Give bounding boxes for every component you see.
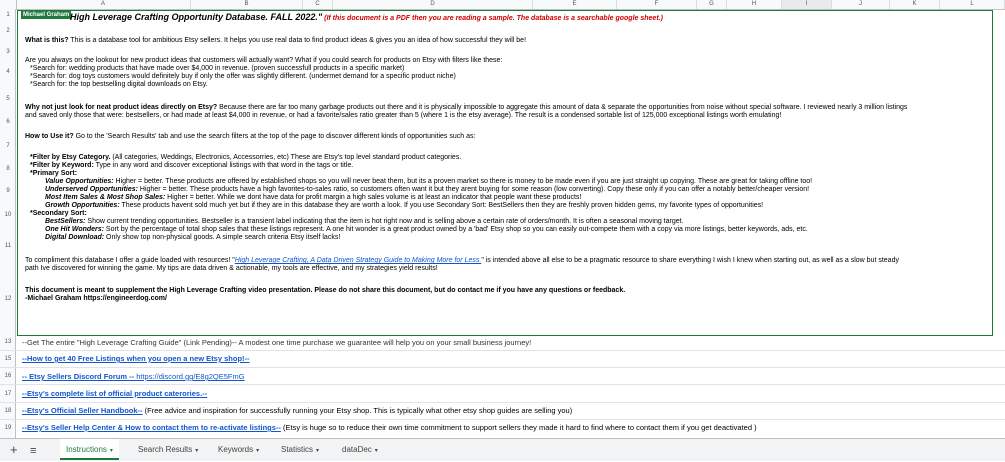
- lookout-line-1: Are you always on the lookout for new product ideas that customers will actually want? What if you could search for products on Etsy with filters like these:: [25, 57, 503, 64]
- row-number[interactable]: 18: [4, 408, 12, 414]
- filter-category-text: (All categories, Weddings, Electronics, Accessorries, etc) These are Etsy's top level standard product categories.: [110, 154, 462, 161]
- what-is-text: This is a database tool for ambitious Etsy sellers. It helps you use real data to find product ideas & gives you an idea of how successful they will be!: [68, 37, 527, 44]
- tab-label: Search Results: [138, 445, 193, 454]
- primary-sort-label: [30, 170, 77, 178]
- secondary-sort-title: *Secondary Sort:: [30, 210, 87, 217]
- signature-line: -Michael Graham https://engineerdog.com/: [25, 295, 167, 302]
- lookout-line-4: *Search for: the top bestselling digital downloads on Etsy.: [30, 81, 208, 88]
- growth-line: [45, 202, 763, 210]
- grid-line: [0, 384, 1005, 385]
- chevron-down-icon[interactable]: ▾: [109, 448, 113, 454]
- secondary-sort-label: [30, 210, 87, 218]
- categories-link[interactable]: --Etsy's complete list of official product caterories.--: [22, 389, 208, 398]
- help-center-row: [22, 423, 757, 432]
- grid-line: [0, 402, 1005, 403]
- column-header-k[interactable]: K: [890, 0, 940, 9]
- guide-purchase-text: --Get The entire "High Leverage Crafting Guide" (Link Pending)-- A modest one time purchase we guarantee will help you on your small business journey!: [22, 338, 532, 347]
- value-opportunities-label: Value Opportunities:: [45, 178, 114, 185]
- lookout-line-3: *Search for: dog toys customers would definitely buy if only the offer was slightly different. (undermet demand for a specific product niche): [30, 73, 456, 80]
- why-not-row: [25, 104, 907, 112]
- most-sales-label: Most Item Sales & Most Shop Sales:: [45, 194, 166, 201]
- digital-text: Only show top non-physical goods. A simple search criteria Etsy itself lacks!: [104, 234, 341, 241]
- growth-text: These products havent sold much yet but if they are in this database they are worth a look. If you use Secondary Sort: BestSellers then they are freshly proven hidden gems, my favorite types of opportunities!: [119, 202, 764, 209]
- row-number[interactable]: 2: [6, 28, 10, 34]
- row-number[interactable]: 11: [4, 243, 12, 249]
- sheet-tab-bar: [0, 438, 1005, 461]
- column-header-c[interactable]: C: [303, 0, 333, 9]
- handbook-link[interactable]: --Etsy's Official Seller Handbook--: [22, 406, 143, 415]
- filter-keyword-line: [30, 162, 353, 170]
- tab-keywords[interactable]: [212, 439, 265, 460]
- one-hit-line: [45, 226, 808, 234]
- collaborator-badge: Michael Graham: [23, 12, 70, 18]
- add-sheet-icon[interactable]: +: [10, 442, 18, 457]
- handbook-text: (Free advice and inspiration for successfully running your Etsy shop. This is typically what other etsy shop guides are selling you): [142, 406, 573, 415]
- bestsellers-text: Show current trending opportunities. Bestseller is a transient label indicating that the item is hot right now and is selling above a certain rate of orders/month. It is often a seasonal moving target.: [85, 218, 684, 225]
- title-note: (If this document is a PDF then you are reading a sample. The database is a searchable google sheet.): [324, 15, 663, 22]
- select-all-corner[interactable]: [0, 0, 17, 9]
- tab-label: dataDec: [342, 445, 372, 454]
- row-number[interactable]: 9: [6, 188, 10, 194]
- chevron-down-icon[interactable]: ▾: [195, 448, 199, 454]
- row-number[interactable]: 12: [4, 296, 12, 302]
- column-header-f[interactable]: F: [617, 0, 697, 9]
- discord-url-link[interactable]: https://discord.gg/E8g2QE5FmG: [136, 372, 245, 381]
- row-number[interactable]: 4: [6, 69, 10, 75]
- chevron-down-icon[interactable]: ▾: [374, 448, 378, 454]
- filter-keyword-label: *Filter by Keyword:: [30, 162, 94, 169]
- one-hit-text: Sort by the percentage of total shop sales that these listings represent. A one hit wonder is a great product owned by a 'bad' Etsy shop so you can easily out-compete them with a copy via more listings, better keywords, ads, etc.: [103, 226, 808, 233]
- tab-datadec[interactable]: [336, 439, 384, 460]
- column-header-d[interactable]: D: [333, 0, 533, 9]
- how-to-text: Go to the 'Search Results' tab and use the search filters at the top of the page to discover different kinds of opportunities such as:: [73, 133, 476, 140]
- why-not-label: Why not just look for neat product ideas directly on Etsy?: [25, 104, 218, 111]
- row-number[interactable]: 15: [4, 356, 12, 362]
- primary-sort-title: *Primary Sort:: [30, 170, 78, 177]
- row-number[interactable]: 3: [6, 49, 10, 55]
- tab-search-results[interactable]: [132, 439, 204, 460]
- filter-category-line: [30, 154, 461, 162]
- discord-row: [22, 372, 245, 381]
- column-header-g[interactable]: G: [697, 0, 727, 9]
- lookout-line-2: *Search for: wedding products that have made over $4,000 in revenue. (proven successfull products in a specific market): [30, 65, 405, 72]
- compliment-line-2: path Ive discovered for winning the game. My tips are data driven & actionable, my tools are effective, and my strategies yield results!: [25, 265, 438, 272]
- one-hit-label: One Hit Wonders:: [45, 226, 104, 233]
- grid-line: [0, 419, 1005, 420]
- tab-label: Instructions: [66, 445, 107, 454]
- column-header-bar: [0, 0, 1005, 10]
- column-header-a[interactable]: A: [16, 0, 191, 9]
- column-header-h[interactable]: H: [727, 0, 782, 9]
- title-row: [70, 13, 663, 23]
- column-header-i[interactable]: I: [782, 0, 832, 9]
- column-header-l[interactable]: L: [940, 0, 1005, 9]
- growth-label: Growth Opportunities:: [45, 202, 120, 209]
- row-number[interactable]: 7: [6, 143, 10, 149]
- compliment-line-1: [25, 257, 899, 265]
- why-not-line-2: and saved only those that were: bestsellers, or had made at least $4,000 in revenue, or had a favorite/sales ratio greater than 5 (where 1 is the etsy average). The result is a condensed sortable list of 125,000 exceptional listings worth emulating!: [25, 112, 782, 119]
- column-header-j[interactable]: J: [832, 0, 890, 9]
- row-number[interactable]: 5: [6, 96, 10, 102]
- row-number[interactable]: 8: [6, 166, 10, 172]
- column-header-b[interactable]: B: [191, 0, 303, 9]
- row-number[interactable]: 10: [4, 212, 12, 218]
- tab-label: Statistics: [281, 445, 314, 454]
- tab-statistics[interactable]: [275, 439, 325, 460]
- how-to-row: [25, 133, 475, 141]
- all-sheets-menu-icon[interactable]: ≡: [30, 445, 37, 457]
- grid-line: [0, 350, 1005, 351]
- underserved-text: Higher = better. These products have a high favorites-to-sales ratio, so customers often want it but they arent buying for some reason (low converting). Copy these only if you can offer a notably better/cheaper version!: [137, 186, 810, 193]
- most-sales-text: Higher = better. While we dont have data for profit margin a high sales volume is at least an indicator that people want these products!: [165, 194, 582, 201]
- filter-category-label: *Filter by Etsy Category.: [30, 154, 111, 161]
- filter-keyword-text: Type in any word and discover exceptional listings with that word in the tags or title.: [93, 162, 354, 169]
- digital-line: [45, 234, 340, 242]
- underserved-label: Underserved Opportunities:: [45, 186, 138, 193]
- row-number[interactable]: 13: [4, 339, 12, 345]
- row-number[interactable]: 6: [6, 119, 10, 125]
- compliment-text-b: " is intended above all else to be a pragmatic resource to share everything I wish I knew when starting out, as well as a slow but steady: [481, 257, 899, 264]
- handbook-row: [22, 406, 572, 415]
- bestsellers-line: [45, 218, 684, 226]
- bestsellers-label: BestSellers:: [45, 218, 86, 225]
- grid-line: [0, 367, 1005, 368]
- value-opportunities-text: Higher = better. These products are offered by established shops so you will never beat them, but its a proven market so there is money to be made even if you are just straight up copying. These are great for taking offline too!: [113, 178, 813, 185]
- row-number[interactable]: 16: [4, 373, 12, 379]
- discord-label-link[interactable]: -- Etsy Sellers Discord Forum --: [22, 372, 137, 381]
- digital-label: Digital Download:: [45, 234, 105, 241]
- free-listings-link[interactable]: --How to get 40 Free Listings when you open a new Etsy shop!--: [22, 354, 250, 363]
- help-center-text: (Etsy is huge so to reduce their own time commitment to support sellers they made it hard to find where to contact them if you get deactivated ): [280, 423, 757, 432]
- row-number[interactable]: 1: [6, 12, 10, 18]
- guide-link[interactable]: High Leverage Crafting, A Data Driven Strategy Guide to Making More for Less.: [234, 257, 482, 264]
- value-opportunities-line: [45, 178, 812, 186]
- what-is-label: What is this?: [25, 37, 69, 44]
- chevron-down-icon[interactable]: ▾: [316, 448, 320, 454]
- underserved-line: [45, 186, 809, 194]
- tab-instructions[interactable]: [60, 439, 119, 460]
- help-center-link[interactable]: --Etsy's Seller Help Center & How to contact them to re-activate listings--: [22, 423, 281, 432]
- column-header-e[interactable]: E: [533, 0, 617, 9]
- share-note: This document is meant to supplement the High Leverage Crafting video presentation. Please do not share this document, but do contact me if you have any questions or feedback.: [25, 287, 626, 294]
- tab-label: Keywords: [218, 445, 254, 454]
- why-not-text: Because there are far too many garbage products out there and it is physically impossible to aggregate this amount of data & separate the opportunities from noise without special software. I reviewed nearly 3 million listings: [217, 104, 908, 111]
- most-sales-line: [45, 194, 581, 202]
- page-title: High Leverage Crafting Opportunity Database. FALL 2022.": [70, 12, 323, 22]
- how-to-label: How to Use it?: [25, 133, 74, 140]
- row-number[interactable]: 17: [4, 391, 12, 397]
- row-number[interactable]: 19: [4, 425, 12, 431]
- compliment-text-a: To compliment this database I offer a guide loaded with resources! ": [25, 257, 235, 264]
- what-is-row: [25, 37, 526, 45]
- chevron-down-icon[interactable]: ▾: [256, 448, 260, 454]
